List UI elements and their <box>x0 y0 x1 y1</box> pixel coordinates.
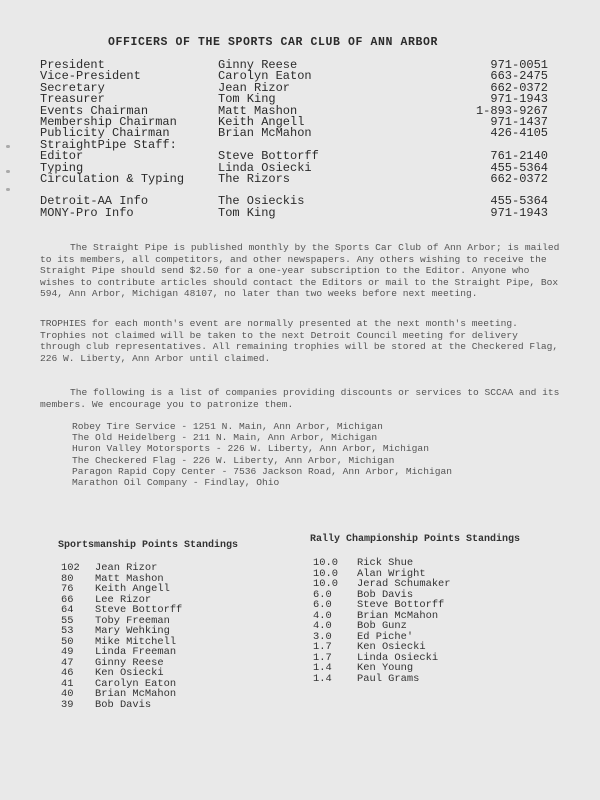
competitor-name: Brian McMahon <box>357 609 439 622</box>
standings-row <box>313 653 553 664</box>
officer-phone: 761-2140 <box>490 149 548 164</box>
points: 41 <box>61 677 74 690</box>
officer-role: President <box>40 58 105 72</box>
company-item: The Old Heidelberg - 211 N. Main, Ann Arbor, Michigan <box>72 432 378 444</box>
info-role: MONY-Pro Info <box>40 205 134 220</box>
officer-phone: 662-0372 <box>490 80 548 95</box>
standings-row <box>61 647 261 658</box>
standings-row <box>313 579 553 590</box>
points: 10.0 <box>313 578 338 590</box>
officer-phone: 426-4105 <box>490 126 548 141</box>
info-name: Tom King <box>218 205 276 220</box>
competitor-name: Ken Osiecki <box>357 641 426 653</box>
page-title: OFFICERS OF THE SPORTS CAR CLUB OF ANN ARBOR <box>108 36 439 49</box>
points: 47 <box>61 656 74 669</box>
competitor-name: Toby Freeman <box>95 614 170 627</box>
officer-role: Treasurer <box>40 92 105 107</box>
rally-list <box>313 558 553 684</box>
competitor-name: Paul Grams <box>357 672 420 685</box>
standings-row <box>313 621 553 632</box>
officer-name: The Rizors <box>218 171 291 186</box>
rally-title: Rally Championship Points Standings <box>310 534 521 545</box>
paragraph-text: The Straight Pipe is published monthly by the Sports Car Club of Ann Arbor; is mailed to its members, all competitors, and other newspapers. Any others wishing to receive the Straight Pipe should send $2.50 for a one-year subscription to the Editor. Anyone who wishes to contribute articles should contact the Editors or mail to the Straight Pipe, Box 594, Ann Arbor, Michigan 48107, no later than two weeks before next meeting. <box>40 242 560 300</box>
points: 1.7 <box>313 641 332 653</box>
officer-name: Brian McMahon <box>218 126 312 141</box>
officer-phone: 662-0372 <box>490 171 548 186</box>
trophies-paragraph <box>40 318 560 364</box>
standings-row <box>313 663 553 674</box>
standings-row <box>313 674 553 685</box>
officers-table <box>40 60 580 219</box>
points: 4.0 <box>313 620 332 632</box>
points: 1.4 <box>313 672 332 685</box>
company-item: Paragon Rapid Copy Center - 7536 Jackson Road, Ann Arbor, Michigan <box>72 465 452 477</box>
competitor-name: Steve Bottorff <box>95 604 183 616</box>
officer-role: Typing <box>40 160 84 175</box>
points: 1.4 <box>313 662 332 674</box>
standings-row <box>313 600 553 611</box>
officer-name: Matt Mashon <box>218 103 298 118</box>
competitor-name: Mike Mitchell <box>95 635 177 648</box>
standings-row <box>61 626 261 637</box>
competitor-name: Mary Wehking <box>95 625 170 637</box>
officer-role: StraightPipe Staff: <box>40 137 177 152</box>
info-role: Detroit-AA Info <box>40 194 149 209</box>
standings-row <box>61 563 261 574</box>
info-name: The Osieckis <box>218 194 305 209</box>
officer-role: Events Chairman <box>40 103 149 118</box>
officer-name: Tom King <box>218 92 276 107</box>
competitor-name: Bob Davis <box>357 588 414 601</box>
points: 76 <box>61 583 74 595</box>
competitor-name: Linda Osiecki <box>357 651 439 664</box>
sportsmanship-list <box>61 563 261 710</box>
officer-role: Publicity Chairman <box>40 126 170 141</box>
standings-row <box>313 558 553 569</box>
officer-role: Editor <box>40 149 84 164</box>
standings-row <box>61 689 261 700</box>
officer-role: Membership Chairman <box>40 114 177 129</box>
officer-phone: 1-893-9267 <box>475 103 548 118</box>
points: 46 <box>61 667 74 679</box>
officer-name: Jean Rizor <box>218 80 291 95</box>
points: 4.0 <box>313 609 332 622</box>
sportsmanship-title: Sportsmanship Points Standings <box>58 540 239 551</box>
straight-pipe-paragraph <box>40 242 560 300</box>
points: 50 <box>61 635 74 648</box>
points: 40 <box>61 688 74 700</box>
competitor-name: Bob Gunz <box>357 620 407 632</box>
officer-role: Secretary <box>40 80 105 95</box>
company-item: Robey Tire Service - 1251 N. Main, Ann Arbor, Michigan <box>72 421 383 432</box>
officer-name: Steve Bottorff <box>218 149 319 164</box>
competitor-name: Keith Angell <box>95 583 170 595</box>
competitor-name: Ken Osiecki <box>95 667 164 679</box>
standings-row <box>61 700 261 711</box>
points: 39 <box>61 698 74 711</box>
points: 55 <box>61 614 74 627</box>
companies-list <box>72 421 452 488</box>
points: 80 <box>61 572 74 585</box>
competitor-name: Carolyn Eaton <box>95 677 177 690</box>
points: 1.7 <box>313 651 332 664</box>
competitor-name: Jerad Schumaker <box>357 578 451 590</box>
standings-row <box>313 632 553 643</box>
competitor-name: Ed Piche' <box>357 630 414 643</box>
standings-row <box>61 584 261 595</box>
points: 10.0 <box>313 567 338 580</box>
officer-phone: 663-2475 <box>490 69 548 84</box>
points: 3.0 <box>313 630 332 643</box>
points: 10.0 <box>313 557 338 569</box>
officer-phone: 971-1437 <box>490 114 548 129</box>
competitor-name: Ken Young <box>357 662 414 674</box>
info-contact-row <box>40 205 580 220</box>
competitor-name: Alan Wright <box>357 567 426 580</box>
competitor-name: Ginny Reese <box>95 656 164 669</box>
punch-hole-mark <box>6 188 10 191</box>
officer-name: Linda Osiecki <box>218 160 312 175</box>
paragraph-text: The following is a list of companies providing discounts or services to SCCAA and its members. We encourage you to patronize them. <box>40 387 560 410</box>
competitor-name: Steve Bottorff <box>357 599 445 611</box>
standings-row <box>61 668 261 679</box>
company-item: Marathon Oil Company - Findlay, Ohio <box>72 477 280 489</box>
competitor-name: Rick Shue <box>357 557 414 569</box>
officer-name: Keith Angell <box>218 114 305 129</box>
points: 53 <box>61 625 74 637</box>
points: 64 <box>61 604 74 616</box>
officer-role: Vice-President <box>40 69 141 84</box>
points: 102 <box>61 562 80 574</box>
competitor-name: Lee Rizor <box>95 593 152 606</box>
punch-hole-mark <box>6 170 10 173</box>
points: 6.0 <box>313 599 332 611</box>
officer-phone: 455-5364 <box>490 160 548 175</box>
officer-name: Ginny Reese <box>218 58 298 72</box>
points: 6.0 <box>313 588 332 601</box>
company-item: Huron Valley Motorsports - 226 W. Liberty, Ann Arbor, Michigan <box>72 443 429 455</box>
standings-row <box>313 642 553 653</box>
standings-row <box>313 611 553 622</box>
competitor-name: Jean Rizor <box>95 562 158 574</box>
info-phone: 971-1943 <box>490 205 548 220</box>
info-phone: 455-5364 <box>490 194 548 209</box>
officer-row <box>40 171 580 186</box>
competitor-name: Matt Mashon <box>95 572 164 585</box>
points: 66 <box>61 593 74 606</box>
officer-role: Circulation & Typing <box>40 171 185 186</box>
officer-phone: 971-1943 <box>490 92 548 107</box>
officer-phone: 971-0051 <box>490 58 548 72</box>
competitor-name: Brian McMahon <box>95 688 177 700</box>
standings-row <box>61 605 261 616</box>
paragraph-text: TROPHIES for each month's event are normally presented at the next month's meeting. Trophies not claimed will be taken to the next Detroit Council meeting for delivery through club representatives. All remaining trophies will be stored at the Checkered Flag, 226 W. Liberty, Ann Arbor until claimed. <box>40 318 559 364</box>
officer-name: Carolyn Eaton <box>218 69 312 84</box>
punch-hole-mark <box>6 145 10 148</box>
discounts-paragraph <box>40 387 560 410</box>
points: 49 <box>61 646 74 658</box>
competitor-name: Bob Davis <box>95 698 152 711</box>
company-item: The Checkered Flag - 226 W. Liberty, Ann Arbor, Michigan <box>72 454 395 466</box>
competitor-name: Linda Freeman <box>95 646 177 658</box>
